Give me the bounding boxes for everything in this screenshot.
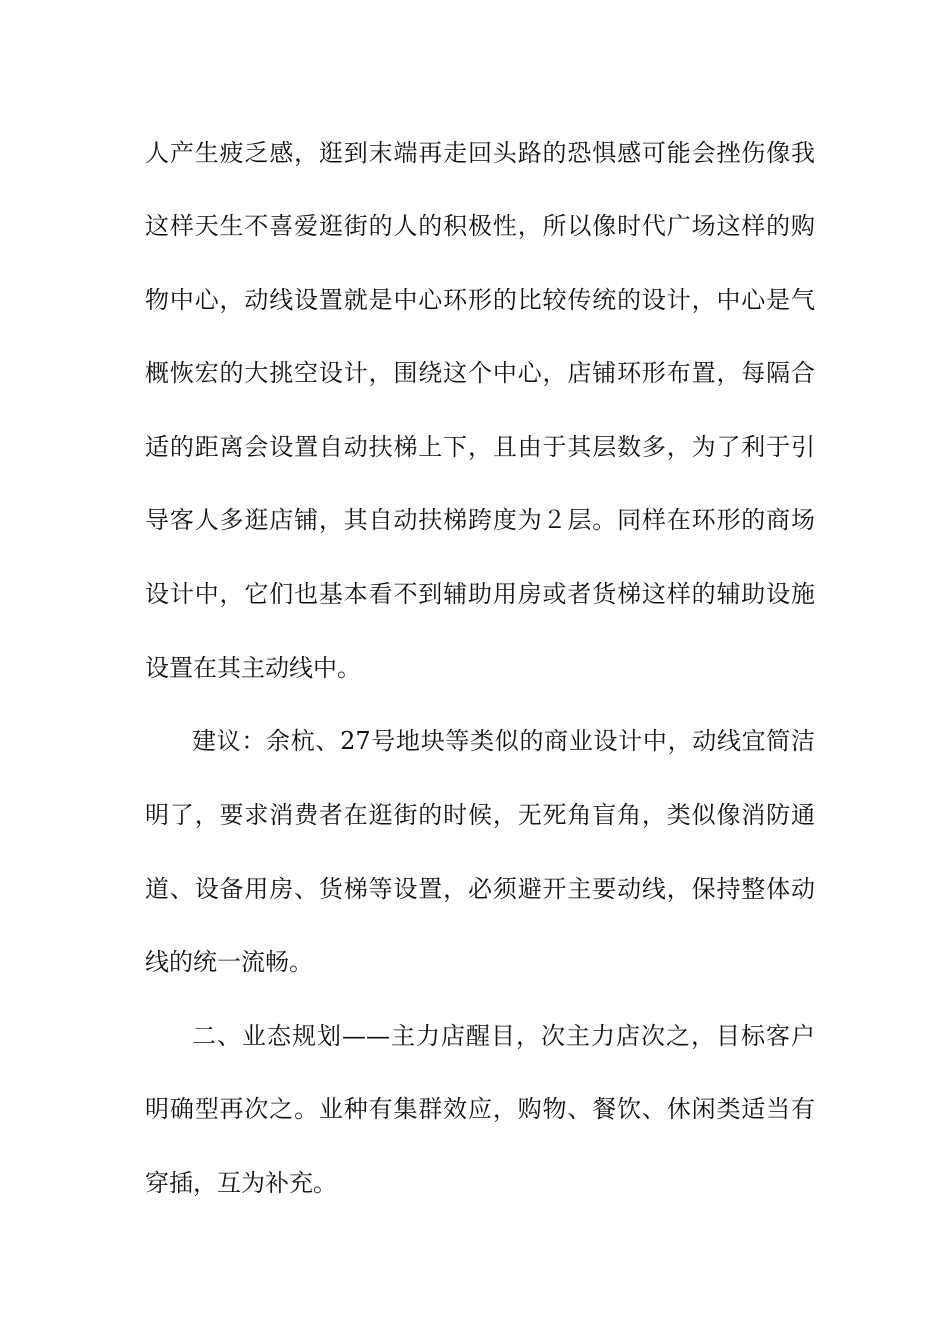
paragraph-line: 二、业态规划——主力店醒目，次主力店次之，目标客户: [192, 1022, 815, 1050]
paragraph-line: 建议：余杭、27号地块等类似的商业设计中，动线宜简洁: [192, 727, 815, 755]
paragraph-line: 适的距离会设置自动扶梯上下，且由于其层数多，为了利于引: [145, 433, 815, 461]
paragraph-line: 穿插，互为补充。: [145, 1169, 337, 1197]
paragraph-line: 设置在其主动线中。: [145, 654, 361, 682]
paragraph-line: 人产生疲乏感，逛到末端再走回头路的恐惧感可能会挫伤像我: [145, 139, 815, 167]
paragraph-line: 这样天生不喜爱逛街的人的积极性，所以像时代广场这样的购: [145, 212, 815, 240]
paragraph-line: 明确型再次之。业种有集群效应，购物、餐饮、休闲类适当有: [145, 1095, 815, 1123]
paragraph-line: 线的统一流畅。: [145, 948, 313, 976]
paragraph-line: 概恢宏的大挑空设计，围绕这个中心，店铺环形布置，每隔合: [145, 359, 815, 387]
paragraph-line: 设计中，它们也基本看不到辅助用房或者货梯这样的辅助设施: [145, 580, 815, 608]
paragraph-line: 道、设备用房、货梯等设置，必须避开主要动线，保持整体动: [145, 875, 815, 903]
paragraph-line: 明了，要求消费者在逛街的时候，无死角盲角，类似像消防通: [145, 801, 815, 829]
paragraph-line: 物中心，动线设置就是中心环形的比较传统的设计，中心是气: [145, 286, 815, 314]
paragraph-line: 导客人多逛店铺，其自动扶梯跨度为２层。同样在环形的商场: [145, 506, 815, 534]
